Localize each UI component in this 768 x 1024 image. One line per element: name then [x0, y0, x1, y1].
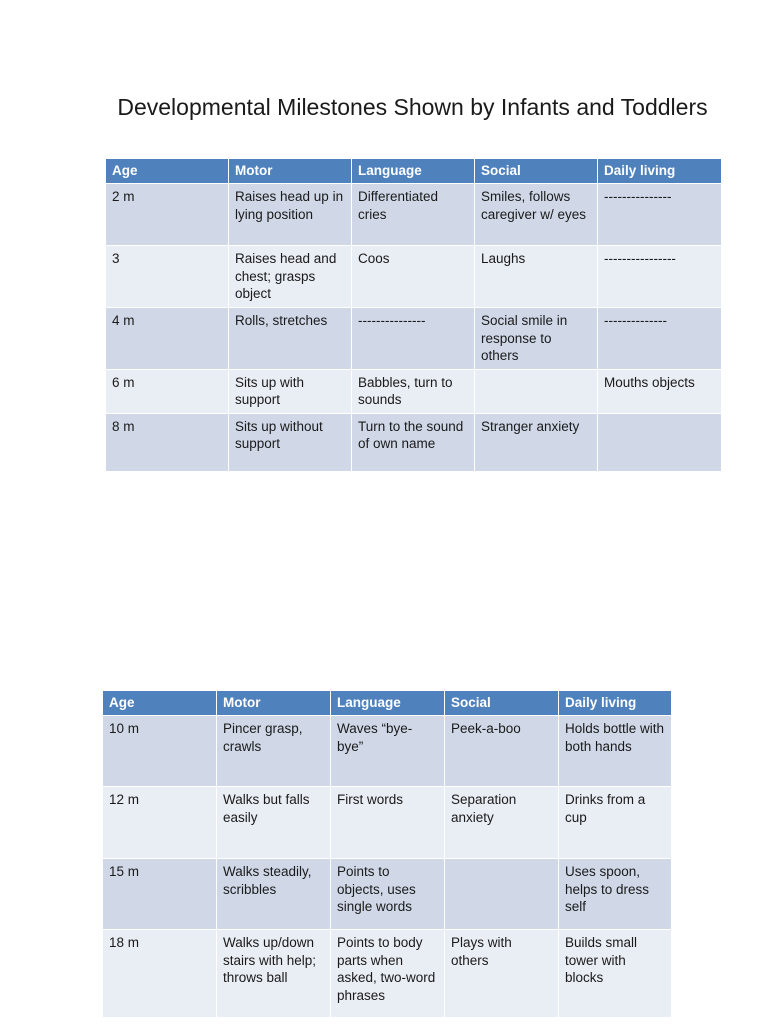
cell-age: 2 m [106, 184, 229, 246]
cell-social [445, 859, 559, 930]
cell-language: Differentiated cries [352, 184, 475, 246]
cell-social: Peek-a-boo [445, 716, 559, 787]
cell-motor: Raises head up in lying position [229, 184, 352, 246]
cell-motor: Walks steadily, scribbles [217, 859, 331, 930]
milestones-table-infants [105, 158, 722, 472]
cell-social [475, 369, 598, 413]
cell-age: 3 [106, 246, 229, 308]
cell-motor: Sits up with support [229, 369, 352, 413]
cell-motor: Walks up/down stairs with help; throws ball [217, 930, 331, 1018]
cell-language: Babbles, turn to sounds [352, 369, 475, 413]
cell-daily-living: --------------- [598, 184, 722, 246]
cell-language: --------------- [352, 308, 475, 370]
cell-language: Points to body parts when asked, two-word phrases [331, 930, 445, 1018]
milestones-table-toddlers [102, 690, 672, 1018]
table-row [106, 369, 722, 413]
table-header-row [103, 691, 672, 716]
header-language: Language [331, 691, 445, 716]
table-row [106, 184, 722, 246]
cell-language: Waves “bye-bye” [331, 716, 445, 787]
header-daily-living: Daily living [598, 159, 722, 184]
table-row [106, 246, 722, 308]
page-title: Developmental Milestones Shown by Infants and Toddlers [117, 94, 708, 120]
cell-age: 15 m [103, 859, 217, 930]
table-row [103, 787, 672, 859]
header-age: Age [103, 691, 217, 716]
cell-social: Separation anxiety [445, 787, 559, 859]
cell-language: Points to objects, uses single words [331, 859, 445, 930]
table-header-row [106, 159, 722, 184]
cell-language: Turn to the sound of own name [352, 413, 475, 471]
cell-motor: Walks but falls easily [217, 787, 331, 859]
cell-social: Social smile in response to others [475, 308, 598, 370]
table-row [103, 930, 672, 1018]
header-motor: Motor [217, 691, 331, 716]
cell-age: 6 m [106, 369, 229, 413]
cell-social: Smiles, follows caregiver w/ eyes [475, 184, 598, 246]
header-social: Social [445, 691, 559, 716]
header-social: Social [475, 159, 598, 184]
table-row [103, 716, 672, 787]
header-daily-living: Daily living [559, 691, 672, 716]
cell-daily-living: Drinks from a cup [559, 787, 672, 859]
cell-age: 12 m [103, 787, 217, 859]
cell-daily-living [598, 413, 722, 471]
header-language: Language [352, 159, 475, 184]
cell-daily-living: Holds bottle with both hands [559, 716, 672, 787]
cell-daily-living: Mouths objects [598, 369, 722, 413]
cell-social: Stranger anxiety [475, 413, 598, 471]
cell-daily-living: -------------- [598, 308, 722, 370]
cell-social: Laughs [475, 246, 598, 308]
cell-age: 18 m [103, 930, 217, 1018]
cell-language: Coos [352, 246, 475, 308]
cell-social: Plays with others [445, 930, 559, 1018]
cell-age: 8 m [106, 413, 229, 471]
cell-language: First words [331, 787, 445, 859]
cell-daily-living: Builds small tower with blocks [559, 930, 672, 1018]
header-motor: Motor [229, 159, 352, 184]
cell-age: 4 m [106, 308, 229, 370]
cell-motor: Rolls, stretches [229, 308, 352, 370]
cell-daily-living: ---------------- [598, 246, 722, 308]
table-row [106, 308, 722, 370]
cell-daily-living: Uses spoon, helps to dress self [559, 859, 672, 930]
cell-motor: Sits up without support [229, 413, 352, 471]
cell-motor: Raises head and chest; grasps object [229, 246, 352, 308]
header-age: Age [106, 159, 229, 184]
table-row [106, 413, 722, 471]
cell-motor: Pincer grasp, crawls [217, 716, 331, 787]
table-row [103, 859, 672, 930]
cell-age: 10 m [103, 716, 217, 787]
